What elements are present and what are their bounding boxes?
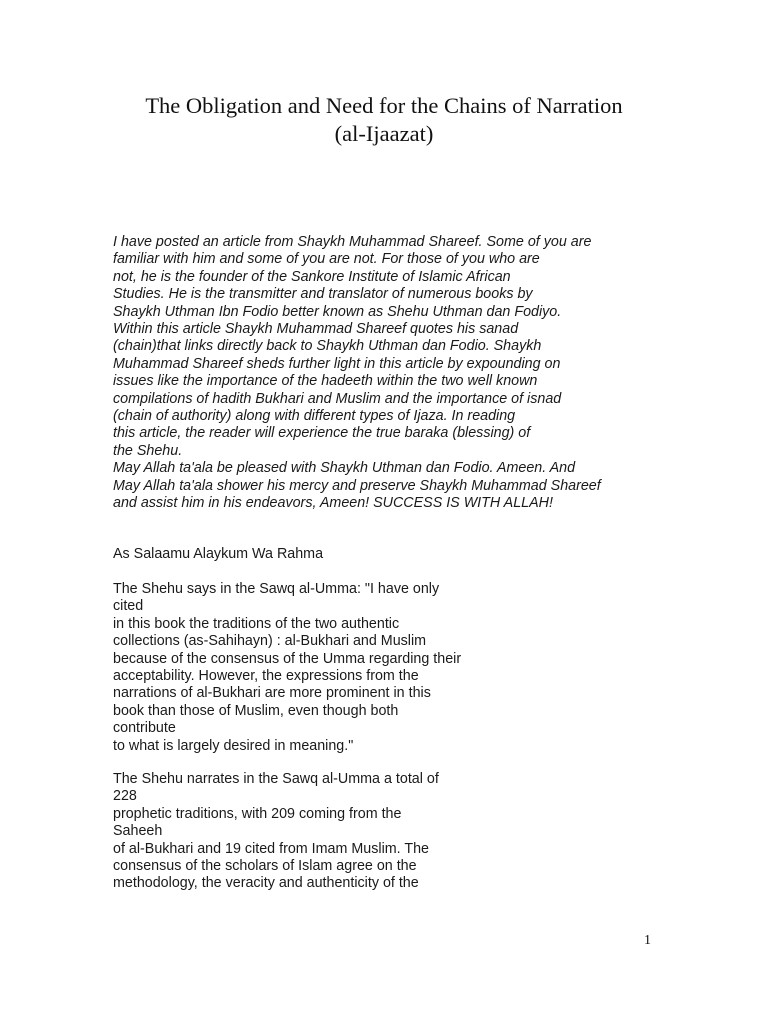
body-line: Saheeh xyxy=(113,823,163,840)
intro-line: compilations of hadith Bukhari and Muslim and the importance of isnad xyxy=(113,390,562,407)
title-line: (al-Ijaazat) xyxy=(334,121,434,146)
intro-line: Within this article Shaykh Muhammad Shareef quotes his sanad xyxy=(113,321,519,338)
greeting-line: As Salaamu Alaykum Wa Rahma xyxy=(113,546,324,562)
title-line: The Obligation and Need for the Chains of Narration xyxy=(145,93,623,118)
intro-line: Muhammad Shareef sheds further light in this article by expounding on xyxy=(113,355,561,372)
body-line: methodology, the veracity and authenticity of the xyxy=(113,875,419,892)
intro-line: (chain)that links directly back to Shaykh Uthman dan Fodio. Shaykh xyxy=(113,338,542,355)
intro-line: I have posted an article from Shaykh Muhammad Shareef. Some of you are xyxy=(113,234,592,250)
body-line: collections (as-Sahihayn) : al-Bukhari and Muslim xyxy=(113,633,427,650)
body-line: narrations of al-Bukhari are more prominent in this xyxy=(113,685,431,702)
body-line: contribute xyxy=(113,720,176,737)
document-title xyxy=(0,92,768,148)
intro-line: May Allah ta'ala shower his mercy and preserve Shaykh Muhammad Shareef xyxy=(113,477,601,494)
intro-line: this article, the reader will experience the true baraka (blessing) of xyxy=(113,425,531,442)
intro-line: not, he is the founder of the Sankore Institute of Islamic African xyxy=(113,268,511,285)
body-paragraph xyxy=(113,581,533,755)
intro-line: (chain of authority) along with different types of Ijaza. In reading xyxy=(113,408,516,425)
intro-line: Shaykh Uthman Ibn Fodio better known as Shehu Uthman dan Fodiyo. xyxy=(113,303,562,320)
body-line: prophetic traditions, with 209 coming from the xyxy=(113,805,402,822)
intro-line: and assist him in his endeavors, Ameen! SUCCESS IS WITH ALLAH! xyxy=(113,495,553,512)
body-line: book than those of Muslim, even though both xyxy=(113,702,399,719)
body-line: because of the consensus of the Umma regarding their xyxy=(113,650,462,667)
body-line: in this book the traditions of the two authentic xyxy=(113,615,400,632)
body-paragraph xyxy=(113,771,533,893)
intro-line: May Allah ta'ala be pleased with Shaykh Uthman dan Fodio. Ameen. And xyxy=(113,460,576,477)
intro-line: issues like the importance of the hadeeth within the two well known xyxy=(113,373,538,390)
page-number: 1 xyxy=(644,933,651,948)
body-line: The Shehu narrates in the Sawq al-Umma a total of xyxy=(113,771,439,787)
body-line: The Shehu says in the Sawq al-Umma: "I have only xyxy=(113,581,440,597)
body-line: acceptability. However, the expressions from the xyxy=(113,668,419,685)
intro-paragraph xyxy=(113,234,673,513)
body-line: cited xyxy=(113,598,144,615)
greeting-text xyxy=(113,546,533,563)
intro-line: Studies. He is the transmitter and translator of numerous books by xyxy=(113,286,533,303)
body-line: of al-Bukhari and 19 cited from Imam Muslim. The xyxy=(113,840,429,857)
body-line: consensus of the scholars of Islam agree on the xyxy=(113,858,417,875)
body-line: 228 xyxy=(113,788,137,805)
body-line: to what is largely desired in meaning." xyxy=(113,737,354,754)
intro-line: the Shehu. xyxy=(113,442,183,459)
intro-line: familiar with him and some of you are not. For those of you who are xyxy=(113,251,540,268)
